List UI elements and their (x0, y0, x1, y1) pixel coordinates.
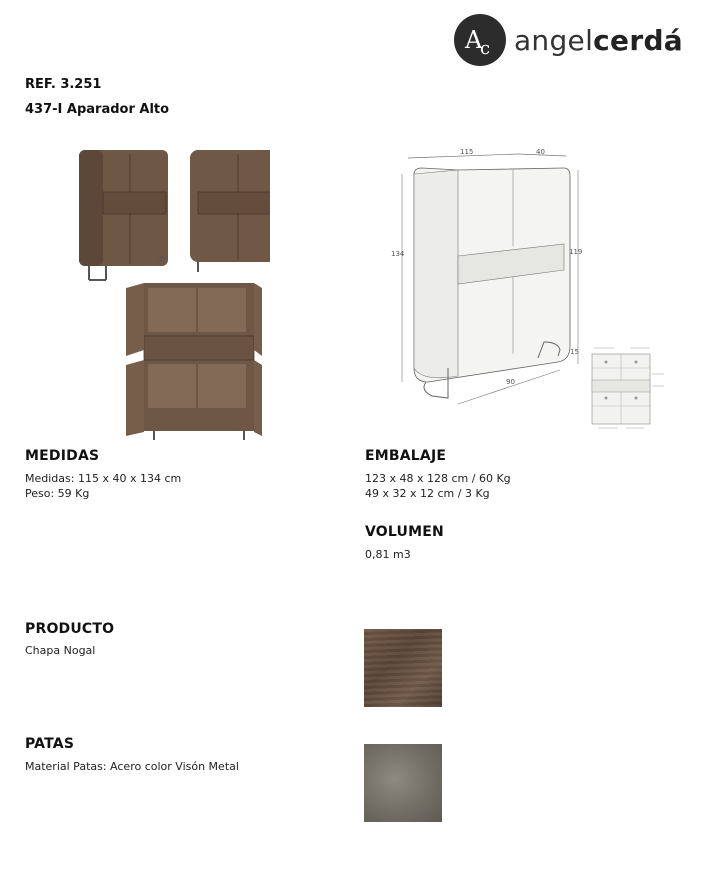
dim-height: 134 (391, 250, 405, 258)
photo-front (190, 150, 270, 272)
volumen-heading: VOLUMEN (365, 524, 444, 540)
reference-code: REF. 3.251 (25, 77, 102, 92)
producto-value: Chapa Nogal (25, 644, 96, 657)
product-name: 437-I Aparador Alto (25, 102, 170, 117)
dim-depth: 40 (536, 148, 545, 156)
technical-drawing (388, 146, 598, 406)
medidas-line: Medidas: 115 x 40 x 134 cm (25, 472, 182, 485)
photo-open (126, 283, 262, 440)
steel-swatch (364, 744, 442, 822)
logo-word-light: angel (513, 23, 594, 57)
patas-value: Material Patas: Acero color Visón Metal (25, 760, 239, 773)
embalaje-heading: EMBALAJE (365, 448, 447, 464)
package-line-1: 123 x 48 x 128 cm / 60 Kg (365, 472, 511, 485)
logo-mark-a: A (464, 26, 483, 54)
weight-line: Peso: 59 Kg (25, 487, 90, 500)
medidas-details (25, 471, 181, 501)
logo-wordmark (514, 24, 683, 57)
volumen-value: 0,81 m3 (365, 548, 411, 561)
package-line-2: 49 x 32 x 12 cm / 3 Kg (365, 487, 490, 500)
product-photos (70, 140, 270, 440)
medidas-heading: MEDIDAS (25, 448, 100, 464)
logo-mark (454, 14, 506, 66)
inner-layout-drawing (586, 340, 666, 432)
dim-width: 115 (460, 148, 474, 156)
brand-logo (454, 14, 683, 66)
logo-word-bold: cerdá (593, 23, 683, 57)
producto-heading: PRODUCTO (25, 621, 115, 637)
dim-legs: 15 (570, 348, 579, 356)
logo-mark-c: c (479, 38, 491, 59)
dim-body: 119 (569, 248, 583, 256)
photo-front-left (79, 150, 168, 280)
walnut-swatch (364, 629, 442, 707)
patas-heading: PATAS (25, 736, 75, 752)
embalaje-details (365, 471, 511, 501)
dim-base: 90 (506, 378, 515, 386)
